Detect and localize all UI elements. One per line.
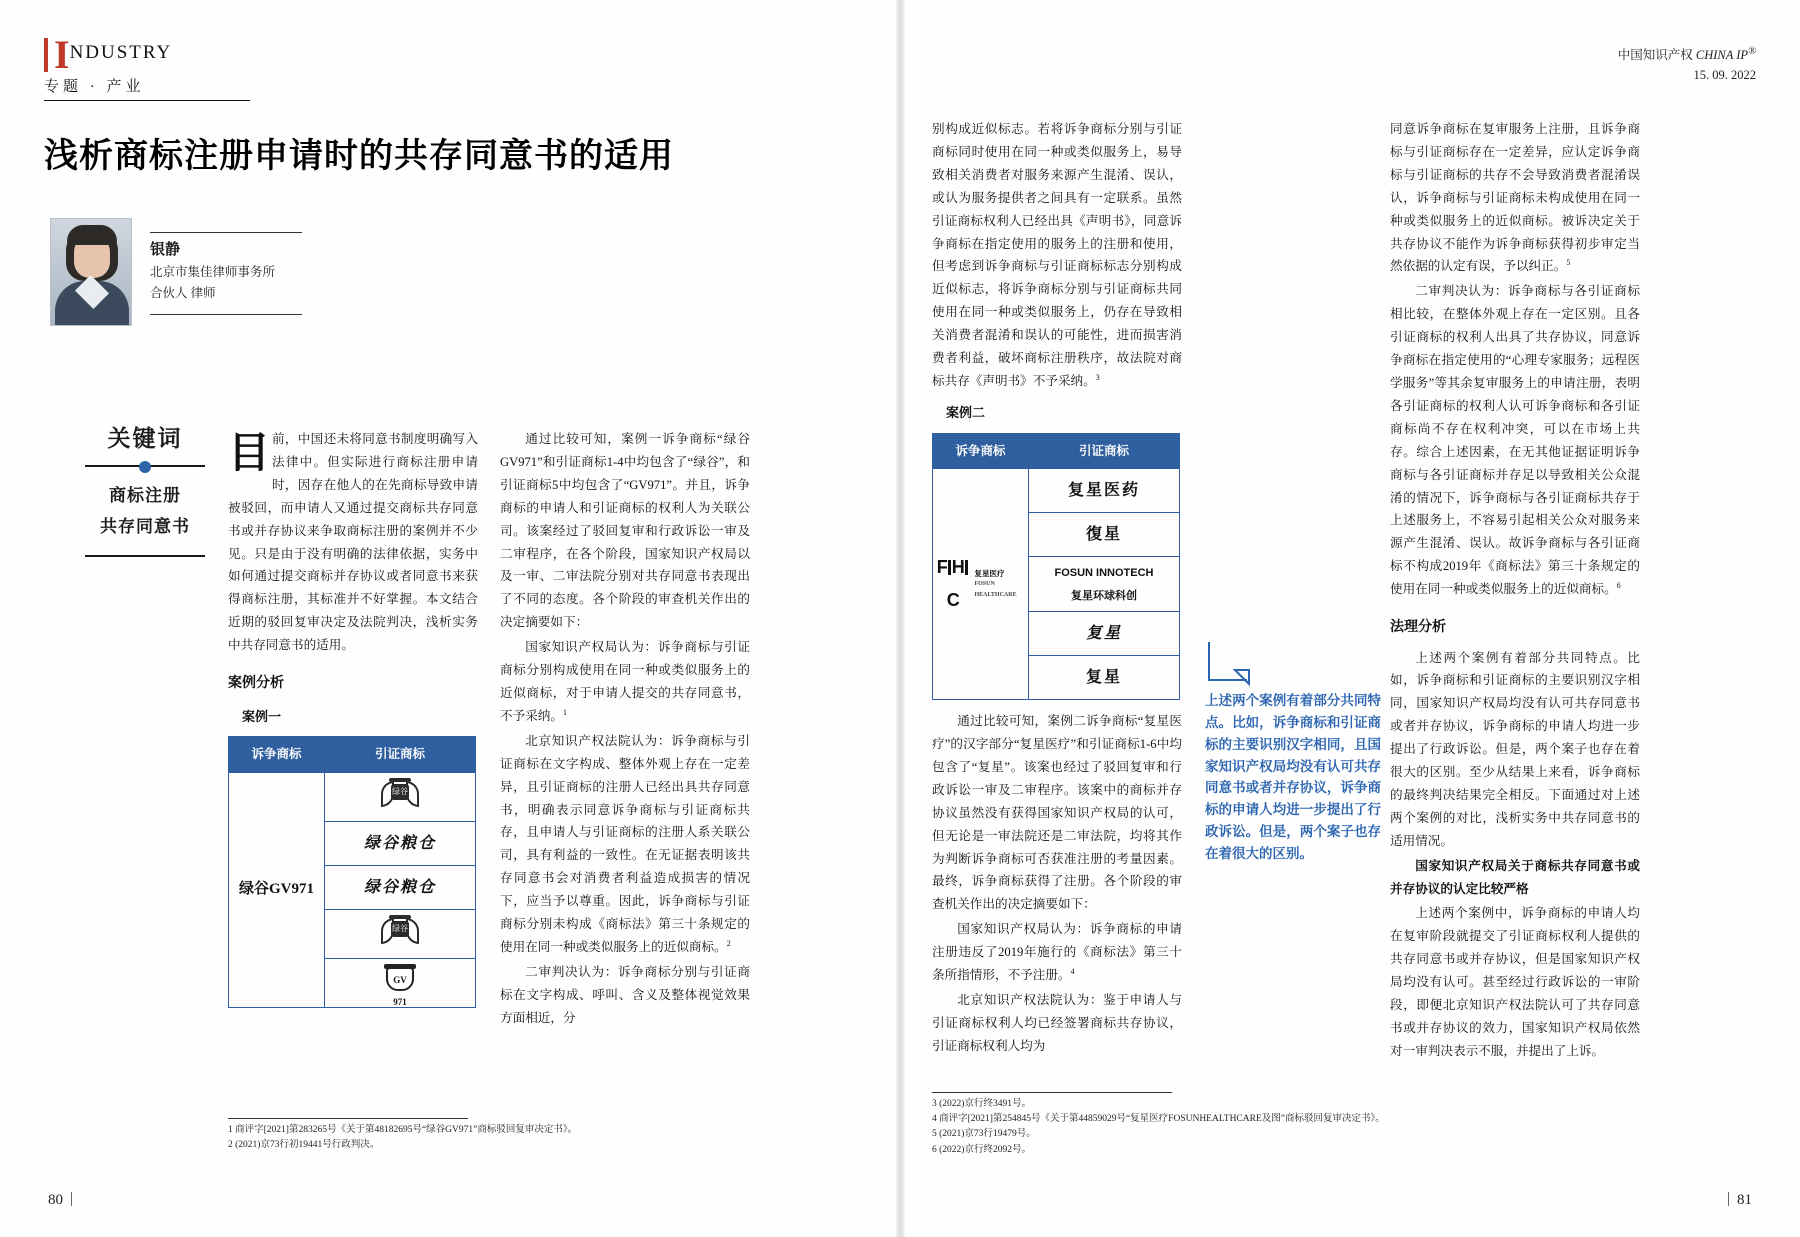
footnote-item: 5 (2021)京73行19479号。: [932, 1129, 1036, 1140]
cited-mark-2: 绿谷粮仓: [325, 821, 476, 865]
paragraph: 二审判决认为：诉争商标与各引证商标相比较，在整体外观上存在一定区别。且各引证商标的权利人出具了共存协议，同意诉争商标在指定使用的“心理专家服务；远程医学服务”等其余复审服务上的申请注册，表明各引证商标的权利人认可诉争商标和各引证商标尚不存在权利冲突，可以在市场上共存。综合上述因素，在无其他证据证明诉争商标与各引证商标并存足以导致相关公众混淆的情况下，诉争商标与各引证商标共存于上述服务上，不容易引起相关公众对服务来源产生混淆、误认。故诉争商标与各引证商标不构成2019年《商标法》第三十条规定的使用在同一种或类似服务上的近似商标。: [1390, 284, 1640, 597]
fhc-logo-cn: 复星医疗: [974, 569, 1005, 578]
page-number-left-value: 80: [48, 1192, 63, 1208]
cited-mark-3-en: FOSUN INNOTECH: [1054, 567, 1154, 580]
drop-cap: 目: [228, 431, 271, 477]
keyword-box: [75, 420, 215, 557]
article-title: 浅析商标注册申请时的共存同意书的适用: [44, 138, 674, 175]
paragraph: 二审判决认为：诉争商标分别与引证商标在文字构成、呼叫、含义及整体视觉效果方面相近，分: [500, 964, 750, 1025]
section-mark: [44, 32, 274, 101]
cited-mark-5: 复星: [1029, 656, 1180, 700]
wreath-logo-icon: 绿谷: [380, 914, 420, 946]
table-header-cited: 引证商标: [325, 737, 476, 773]
industry-subtitle: 专题 · 产业: [44, 75, 250, 101]
table-header-disputed: 诉争商标: [229, 737, 325, 773]
paragraph: 国家知识产权局认为：诉争商标与引证商标分别构成使用在同一种或类似服务上的近似商标，对于申请人提交的共存同意书，不予采纳。: [500, 640, 750, 723]
paragraph: 前，中国还未将同意书制度明确写入法律中。但实际进行商标注册申请时，因存在他人的在先商标导致申请被驳回，而申请人又通过提交商标共存同意书或并存协议来争取商标注册的案例并不少见。只是由于没有明确的法律依据，实务中如何通过提交商标并存协议或者同意书来获得商标注册，其标准并不好掌握。本文结合近期的驳回复审决定及法院判决，浅析实务中共存同意书的适用。: [228, 432, 478, 653]
wreath-logo-icon: 绿谷: [380, 777, 420, 809]
paragraph: 国家知识产权局认为：诉争商标的申请注册违反了2019年施行的《商标法》第三十条所指情形，不予注册。: [932, 922, 1182, 983]
paragraph: 别构成近似标志。若将诉争商标分别与引证商标同时使用在同一种或类似服务上，易导致相关消费者对服务来源产生混淆、误认，或认为服务提供者之间具有一定联系。虽然引证商标权利人已经出具《声明书》，同意诉争商标在指定使用的服务上的注册和使用，但考虑到诉争商标与引证商标标志分别构成近似标志，将诉争商标分别与引证商标共同使用在同一种或类似服务上，仍存在导致相关消费者混淆和误认的可能性，进而损害消费者利益，破坏商标注册秩序，故法院对商标共存《声明书》不予采纳。: [932, 122, 1182, 388]
footnote-item: 1 商评字[2021]第283265号《关于第48182695号“绿谷GV971”商标驳回复审决定书》。: [228, 1125, 578, 1135]
paragraph: 北京知识产权法院认为：鉴于申请人与引证商标权利人均已经签署商标共存协议，引证商标权利人均为: [932, 992, 1182, 1053]
fhc-logo-icon: F HC 复星医疗 FOSUN HEALTHCARE: [936, 557, 1017, 611]
cup-logo-icon: GV 971: [382, 963, 418, 995]
page-gutter: [896, 0, 905, 1237]
cited-mark-5: [325, 958, 476, 1007]
fhc-logo-en: FOSUN HEALTHCARE: [974, 581, 1017, 598]
page-number-right: [1720, 1192, 1752, 1209]
cited-mark-3: 绿谷粮仓: [325, 865, 476, 909]
callout-arrow-icon: [1205, 640, 1253, 688]
keyword-dot: [139, 461, 151, 473]
paragraph: 同意诉争商标在复审服务上注册，且诉争商标与引证商标存在一定差异，应认定诉争商标与引证商标的共存不会导致消费者混淆误认，诉争商标与引证商标未构成使用在同一种或类似服务上的近似商标。被诉决定关于共存协议不能作为诉争商标获得初步审定当然依据的认定有误，予以纠正。: [1390, 122, 1640, 274]
author-org-line2: 合伙人 律师: [150, 286, 216, 301]
disputed-mark-cell: [933, 469, 1029, 700]
cited-mark-3-cn: 复星环球科创: [1071, 590, 1137, 603]
case-one-table: [228, 736, 476, 1007]
cited-mark-1: 复星医药: [1029, 469, 1180, 513]
heading-subsection-1: 国家知识产权局关于商标共存同意书或并存协议的认定比较严格: [1390, 858, 1640, 896]
right-column-1: [932, 118, 1182, 1060]
cited-mark-3: [1029, 557, 1180, 612]
issue-info: [1618, 44, 1756, 85]
footnote-ref-6: 6: [1616, 580, 1621, 590]
pull-quote: 上述两个案例有着部分共同特点。比如，诉争商标和引证商标的主要识别汉字相同，且国家知识产权局均没有认可共存同意书或者并存协议，诉争商标的申请人均进一步提出了行政诉讼。但是，两个案子也存在着很大的区别。: [1205, 693, 1381, 862]
footnote-ref-2: 2: [726, 938, 731, 948]
footnote-item: 4 商评字[2021]第254845号《关于第44859029号“复星医疗FOSUNHEALTHCARE及图”商标驳回复审决定书》。: [932, 1114, 1385, 1125]
brand-en: CHINA IP: [1695, 48, 1749, 63]
paragraph: 北京知识产权法院认为：诉争商标与引证商标在文字构成、整体外观上存在一定差异，且引证商标的注册人已经出具共存同意书，明确表示同意诉争商标与引证商标共存，且申请人与引证商标的注册人系关联公司，具有利益的一致性。在无证据表明该共存同意书会对消费者利益造成损害的情况下，应当予以尊重。因此，诉争商标与引证商标分别未构成《商标法》第三十条规定的使用在同一种或类似服务上的近似商标。: [500, 733, 750, 954]
table-header-cited: 引证商标: [1029, 433, 1180, 469]
table-header-disputed: 诉争商标: [933, 433, 1029, 469]
author-organization: [150, 262, 330, 305]
author-rule-bottom: [150, 314, 302, 315]
author-rule-top: [150, 232, 302, 233]
disputed-mark-cell: 绿谷GV971: [229, 772, 325, 1007]
cited-mark-2: 復星: [1029, 513, 1180, 557]
footnote-item: 3 (2022)京行终3491号。: [932, 1099, 1031, 1109]
cited-mark-1: [325, 772, 476, 821]
industry-word: NDUSTRY: [69, 42, 173, 63]
heading-case-one: 案例一: [242, 708, 282, 724]
paragraph: 上述两个案例中，诉争商标的申请人均在复审阶段就提交了引证商标权利人提供的共存同意书或并存协议，但是国家知识产权局均没有认可。甚至经过行政诉讼的一审阶段，即便北京知识产权法院认可了共存同意书或并存协议的效力，国家知识产权局依然对一审判决表示不服，并提出了上诉。: [1390, 906, 1640, 1058]
footnote-item: 2 (2021)京73行初19441号行政判决。: [228, 1140, 380, 1151]
keyword-rule-bottom: [85, 555, 205, 557]
page-number-left: [48, 1192, 80, 1209]
magazine-brand: [1618, 44, 1756, 66]
heading-case-analysis: 案例分析: [228, 676, 284, 692]
paragraph: 通过比较可知，案例一诉争商标“绿谷GV971”和引证商标1-4中均包含了“绿谷”，和引证商标5中均包含了“GV971”。并且，诉争商标的申请人和引证商标的权利人为关联公司。该案经过了驳回复审和行政诉讼一审及二审程序，在各个阶段，国家知识产权局以及一审、二审法院分别对共存同意书表现出了不同的态度。各个阶段的审查机关作出的决定摘要如下：: [500, 432, 750, 630]
footnote-ref-4: 4: [1070, 966, 1075, 976]
heading-legal-analysis: 法理分析: [1390, 620, 1446, 636]
footnote-ref-5: 5: [1566, 258, 1571, 268]
paragraph: 通过比较可知，案例二诉争商标“复星医疗”的汉字部分“复星医疗”和引证商标1-6中均包含了“复星”。该案也经过了驳回复审和行政诉讼一审及二审程序。该案中的商标并存协议虽然没有获得国家知识产权局的认可，但无论是一审法院还是二审法院，均将其作为判断诉争商标可否获准注册的考量因素。最终，诉争商标获得了注册。各个阶段的审查机关作出的决定摘要如下：: [932, 714, 1182, 912]
footnotes-right: [932, 1092, 1492, 1158]
industry-initial: I: [44, 38, 70, 72]
page-number-right-value: 81: [1737, 1192, 1752, 1208]
author-photo: [50, 218, 132, 326]
brand-cn: 中国知识产权: [1617, 48, 1693, 63]
footnote-item: 6 (2022)京行终2092号。: [932, 1144, 1031, 1155]
issue-date: 15. 09. 2022: [1693, 67, 1756, 82]
keyword-item-1: 商标注册: [109, 486, 181, 505]
cited-mark-4: 复星: [1029, 612, 1180, 656]
brand-mark: ®: [1748, 46, 1756, 57]
right-column-2: [1390, 118, 1640, 1065]
case-two-table: [932, 433, 1180, 701]
author-org-line1: 北京市集佳律师事务所: [150, 265, 276, 279]
left-column-1: [228, 428, 478, 1008]
footnotes-left: [228, 1118, 748, 1153]
heading-case-two: 案例二: [946, 404, 986, 420]
left-column-2: [500, 428, 750, 1032]
table-row: [229, 772, 476, 821]
paragraph: 上述两个案例有着部分共同特点。比如，诉争商标和引证商标的主要识别汉字相同，国家知识产权局均没有认可共存同意书或者并存协议，诉争商标的申请人均进一步提出了行政诉讼。但是，两个案子也存在着很大的区别。至少从结果上来看，诉争商标的最终判决结果完全相反。下面通过对上述两个案例的对比，浅析实务中共存同意书的适用情况。: [1390, 650, 1640, 848]
footnote-ref-1: 1: [562, 707, 567, 717]
keyword-heading: 关键词: [107, 426, 183, 451]
keyword-rule: [85, 465, 205, 467]
footnote-ref-3: 3: [1095, 372, 1100, 382]
author-block: [50, 218, 370, 328]
cited-mark-4: [325, 909, 476, 958]
table-row: [933, 469, 1180, 513]
keyword-item-2: 共存同意书: [100, 517, 190, 536]
author-name: 银静: [150, 242, 181, 258]
